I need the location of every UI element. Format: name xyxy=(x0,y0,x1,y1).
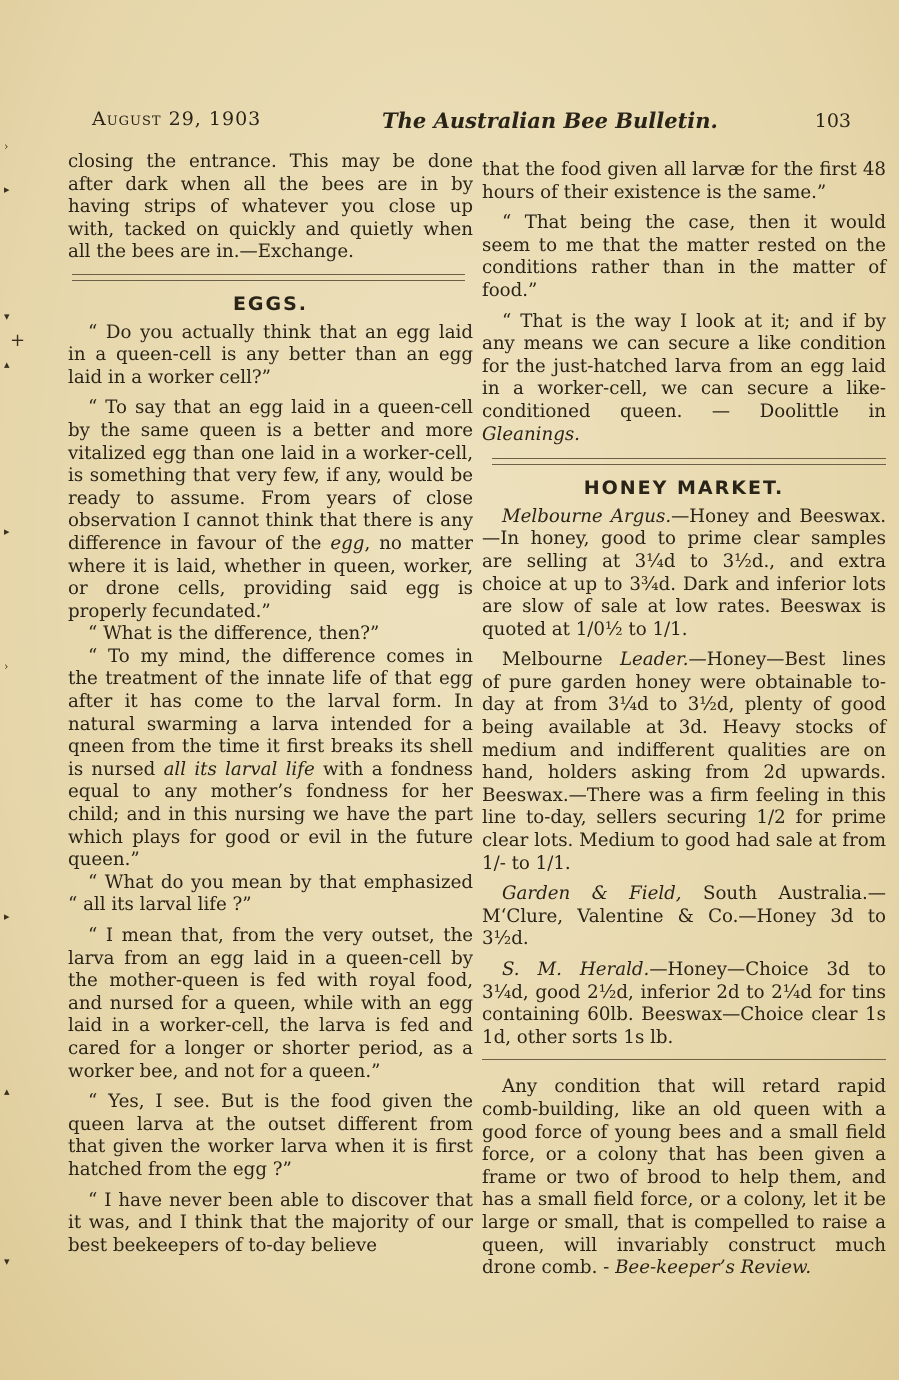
left-column xyxy=(68,151,473,1257)
italic-span: Bee-keeper’s Review. xyxy=(615,1257,812,1279)
margin-mark: + xyxy=(10,330,26,351)
source-name: S. M. Herald. xyxy=(502,959,650,980)
margin-mark: ▸ xyxy=(4,525,10,538)
text-span: Melbourne xyxy=(502,649,620,671)
right-paragraph-1: “ That being the case, then it would seem to me that the matter rested on the conditions rather than in the matter of food.” xyxy=(482,212,886,301)
text-span: Any condition that will retard rapid comb-building, like an old queen with a good force of young bees and a small field force, or a colony that has been given a frame or two of brood to help them, and has a small field force, or a colony, let it be large or small, that is compelled to raise a queen, will invariably construct much drone comb. - xyxy=(482,1076,886,1279)
market-report-argus xyxy=(482,506,886,642)
eggs-paragraph-7: “ Yes, I see. But is the food given the queen larva at the outset different from that given the worker larva when it is first hatched from the egg ?” xyxy=(68,1091,473,1180)
margin-mark: ▾ xyxy=(4,1255,10,1268)
intro-paragraph: closing the entrance. This may be done after dark when all the bees are in by having strips of whatever you close up with, tacked on quickly and quietly when all the bees are in.—Exchange. xyxy=(68,151,473,263)
eggs-paragraph-4 xyxy=(68,646,473,872)
margin-mark: ▴ xyxy=(4,358,10,371)
eggs-paragraph-8: “ I have never been able to discover that it was, and I think that the majority of our best beekeepers of to-day believe xyxy=(68,1189,473,1256)
eggs-paragraph-1: “ Do you actually think that an egg laid in a queen-cell is any better than an egg laid in a worker cell?” xyxy=(68,321,473,388)
honey-market-heading: HONEY MARKET. xyxy=(583,477,785,500)
eggs-paragraph-6: “ I mean that, from the very outset, the larva from an egg laid in a queen-cell by the mother-queen is fed with royal food, and nursed for a queen, while with an egg laid in a worker-cell, the larva is fed and cared for a longer or shorter period, as a worker bee, and not for a queen.” xyxy=(68,925,473,1082)
section-divider xyxy=(482,1059,886,1060)
italic-span: egg xyxy=(330,532,365,554)
text-span: “ To my mind, the difference comes in the treatment of the innate life of that egg after it has come to the larval form. In natural swarming a larva intended for a qneen from the time it first breaks its shell is nursed xyxy=(68,645,473,780)
italic-span: Gleanings. xyxy=(482,423,580,445)
text-span: “ That is the way I look at it; and if by any means we can secure a like condition for the just-hatched larva from an egg laid in a worker-cell, we can secure a like-conditioned queen. — Doolittle in xyxy=(482,310,886,422)
margin-mark: ▾ xyxy=(4,310,10,323)
text-span: —Honey—Choice 3d to 3¼d, good 2½d, inferior 2d to 2¼d for tins containing 60lb. Beeswax—Choice clear 1s 1d, other sorts 1s lb. xyxy=(482,959,886,1048)
text-span: , no matter where it is laid, whether in queen, worker, or drone cells, providing said egg is properly fecundated.” xyxy=(68,532,474,622)
eggs-heading: EGGS. xyxy=(232,292,309,315)
margin-mark: ▸ xyxy=(4,183,10,196)
margin-mark: ▸ xyxy=(4,910,10,923)
section-divider xyxy=(482,458,886,465)
italic-span: all its larval life xyxy=(163,758,315,780)
text-span: “ To say that an egg laid in a queen-cell by the same queen is a better and more vitalized egg than one laid in a worker-cell, is something that very few, if any, would be ready to assume. From years of close observation I cannot think that there is any difference in favour of the xyxy=(68,397,473,554)
eggs-paragraph-3: “ What is the difference, then?” xyxy=(88,623,380,645)
page-header xyxy=(92,108,875,138)
text-span: South Australia.—M‘Clure, Valentine & Co.—Honey 3d to 3½d. xyxy=(482,883,886,950)
market-report-leader xyxy=(482,649,886,875)
source-name: Melbourne Argus. xyxy=(502,505,672,527)
right-paragraph-2 xyxy=(482,311,886,447)
source-name: Leader. xyxy=(619,649,689,671)
text-span: —Honey and Beeswax. —In honey, good to prime clear samples are selling at 3¼d to 3½d., and extra choice at up to 3¾d. Dark and inferior lots are slow of sale at low rates. Beeswax is quoted at 1/0½ to 1/1. xyxy=(482,505,886,640)
market-report-garden-field xyxy=(482,883,886,951)
margin-mark: › xyxy=(4,140,9,153)
eggs-paragraph-5: “ What do you mean by that emphasized “ all its larval life ?” xyxy=(68,871,473,916)
market-report-herald xyxy=(482,959,886,1049)
right-column xyxy=(482,159,886,1280)
text-span: with a fondness equal to any mother’s fondness for her child; and in this nursing we have the part which plays for good or evil in the future queen.” xyxy=(68,758,474,871)
publication-title: The Australian Bee Bulletin. xyxy=(382,108,718,133)
margin-mark: › xyxy=(4,660,9,673)
text-span: —Honey—Best lines of pure garden honey were obtainable to-day at from 3¼d to 3½d, plenty of good being available at 3d. Heavy stocks of medium and indifferent qualities are on hand, holders asking from 2d upwards. Beeswax.—There was a firm feeling in this line to-day, sellers securing 1/2 for prime clear lots. Medium to good had sale at from 1/- to 1/1. xyxy=(482,649,886,874)
source-name: Garden & Field, xyxy=(502,883,682,905)
eggs-paragraph-2 xyxy=(68,397,473,623)
section-divider xyxy=(68,274,473,281)
issue-date: August 29, 1903 xyxy=(92,108,262,130)
margin-mark: ▴ xyxy=(4,1085,10,1098)
drone-comb-paragraph xyxy=(482,1076,886,1279)
page-number: 103 xyxy=(814,110,851,132)
continued-paragraph: that the food given all larvæ for the first 48 hours of their existence is the same.” xyxy=(482,159,886,203)
